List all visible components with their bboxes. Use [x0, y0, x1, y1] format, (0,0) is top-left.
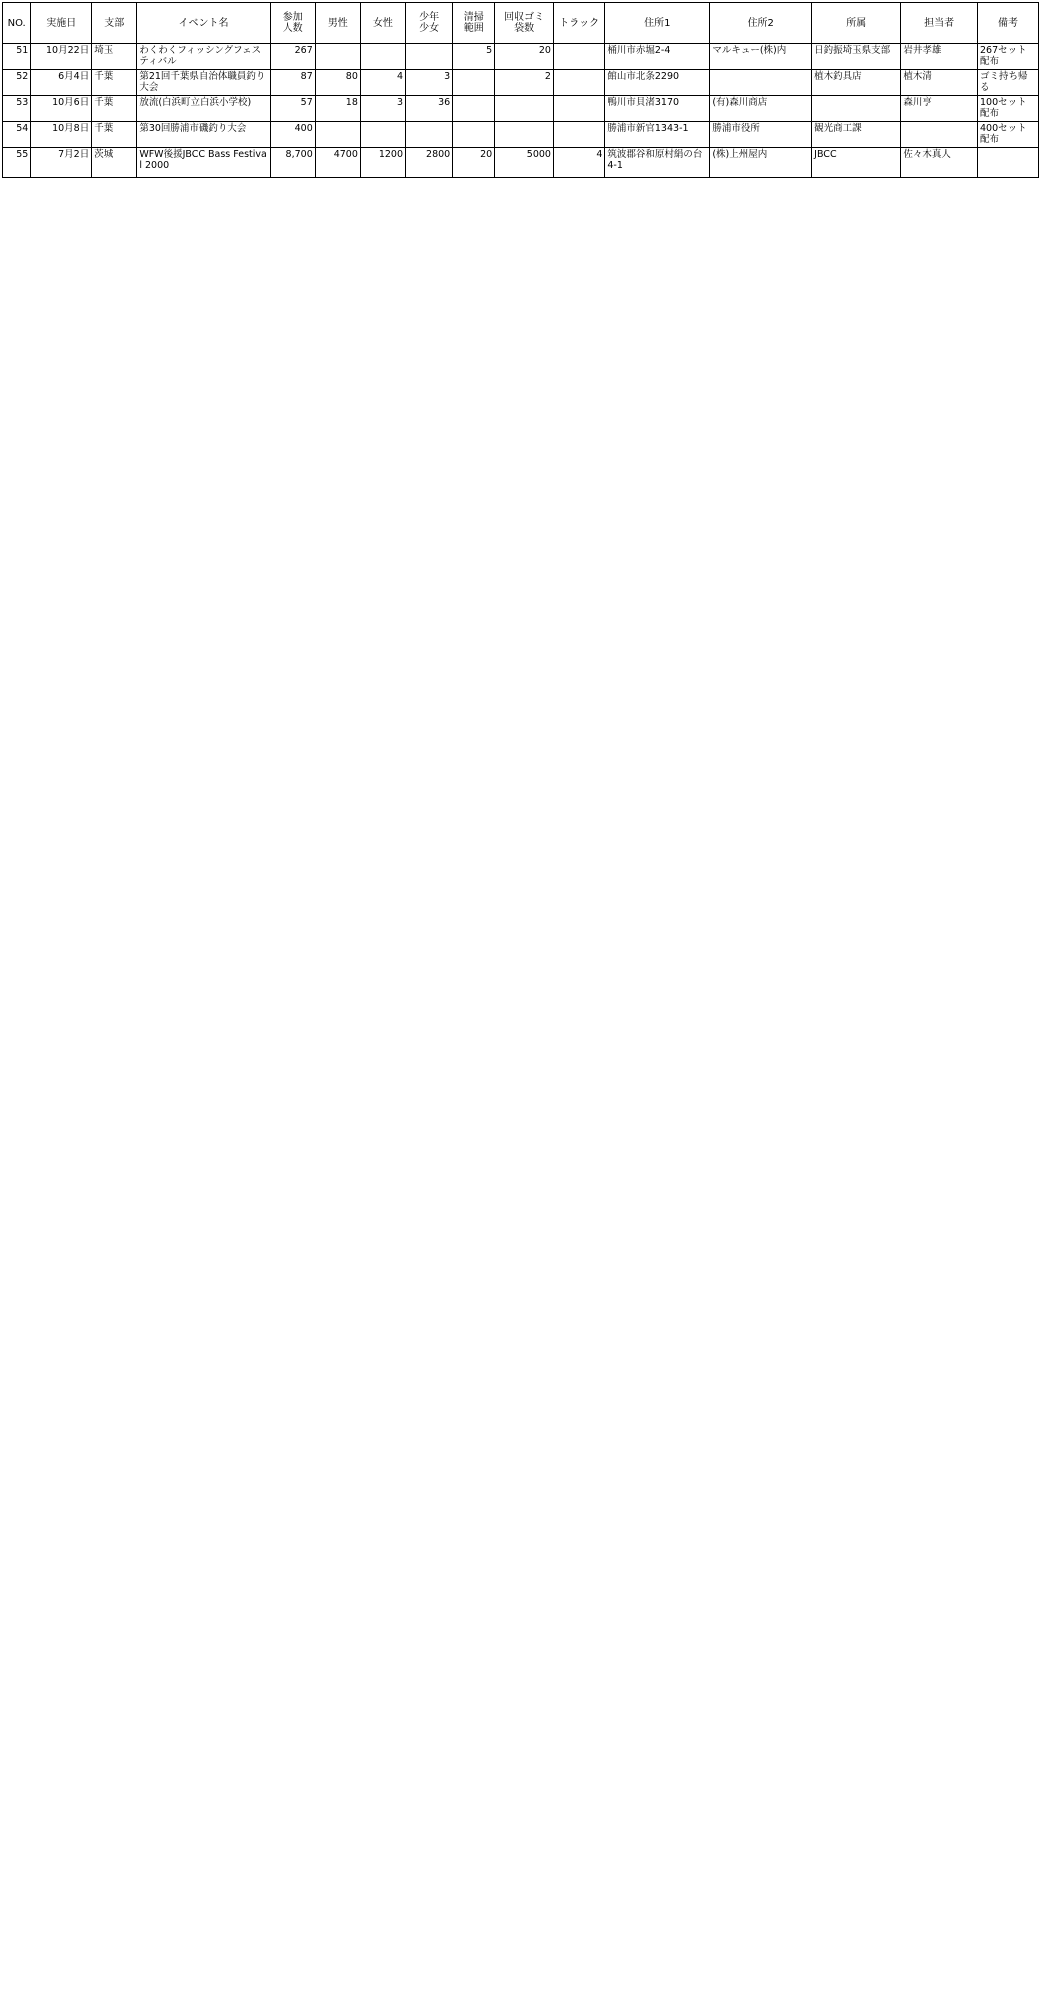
cell-female: 1200 [360, 148, 405, 178]
cell-participants: 8,700 [270, 148, 315, 178]
cell-cleanup-area [453, 70, 495, 96]
header-col-address2: 住所2 [710, 3, 812, 44]
header-col-person: 担当者 [901, 3, 978, 44]
cell-address2: (株)上州屋内 [710, 148, 812, 178]
cell-date: 10月8日 [31, 122, 92, 148]
cell-youth: 3 [406, 70, 453, 96]
cell-remarks: 267セット配布 [977, 44, 1038, 70]
cell-date: 6月4日 [31, 70, 92, 96]
cell-female: 4 [360, 70, 405, 96]
cell-remarks [977, 148, 1038, 178]
cell-address1: 桶川市赤堀2-4 [605, 44, 710, 70]
cell-person: 岩井孝雄 [901, 44, 978, 70]
cell-date: 7月2日 [31, 148, 92, 178]
header-col-truck: トラック [553, 3, 604, 44]
cell-male: 18 [315, 96, 360, 122]
header-col-branch: 支部 [92, 3, 137, 44]
cell-youth [406, 122, 453, 148]
header-col-date: 実施日 [31, 3, 92, 44]
cell-branch: 千葉 [92, 96, 137, 122]
cell-truck [553, 70, 604, 96]
cell-garbage-bags: 5000 [495, 148, 554, 178]
cell-participants: 87 [270, 70, 315, 96]
cell-participants: 400 [270, 122, 315, 148]
table-row [3, 44, 1039, 70]
cell-date: 10月6日 [31, 96, 92, 122]
cell-person [901, 122, 978, 148]
cell-female [360, 44, 405, 70]
cell-affiliation: 植木釣具店 [812, 70, 901, 96]
header-col-cleanup-area: 清掃 範囲 [453, 3, 495, 44]
cell-person: 佐々木真人 [901, 148, 978, 178]
table-body [3, 44, 1039, 178]
cell-event: 第21回千葉県自治体職員釣り大会 [137, 70, 270, 96]
cell-participants: 57 [270, 96, 315, 122]
cell-truck [553, 96, 604, 122]
cell-no: 51 [3, 44, 31, 70]
cell-remarks: ゴミ持ち帰る [977, 70, 1038, 96]
cell-no: 53 [3, 96, 31, 122]
cell-no: 54 [3, 122, 31, 148]
cell-participants: 267 [270, 44, 315, 70]
header-col-youth: 少年 少女 [406, 3, 453, 44]
cell-male [315, 44, 360, 70]
header-col-remarks: 備考 [977, 3, 1038, 44]
cell-female [360, 122, 405, 148]
cell-remarks: 400セット配布 [977, 122, 1038, 148]
cell-address1: 勝浦市新官1343-1 [605, 122, 710, 148]
cell-garbage-bags [495, 122, 554, 148]
cell-branch: 埼玉 [92, 44, 137, 70]
cell-youth: 2800 [406, 148, 453, 178]
table-row [3, 70, 1039, 96]
header-col-event: イベント名 [137, 3, 270, 44]
header-col-address1: 住所1 [605, 3, 710, 44]
cell-address2 [710, 70, 812, 96]
header-col-participants: 参加 人数 [270, 3, 315, 44]
cell-garbage-bags [495, 96, 554, 122]
cell-affiliation [812, 96, 901, 122]
header-col-male: 男性 [315, 3, 360, 44]
cell-affiliation: JBCC [812, 148, 901, 178]
cell-person: 植木清 [901, 70, 978, 96]
cell-garbage-bags: 2 [495, 70, 554, 96]
cell-branch: 千葉 [92, 122, 137, 148]
header-col-affiliation: 所属 [812, 3, 901, 44]
cell-truck [553, 122, 604, 148]
cell-affiliation: 日釣振埼玉県支部 [812, 44, 901, 70]
cell-address1: 館山市北条2290 [605, 70, 710, 96]
cell-truck [553, 44, 604, 70]
cell-cleanup-area: 20 [453, 148, 495, 178]
table-row [3, 96, 1039, 122]
cell-male: 4700 [315, 148, 360, 178]
header-col-garbage-bags: 回収ゴミ 袋数 [495, 3, 554, 44]
cell-no: 52 [3, 70, 31, 96]
cell-youth [406, 44, 453, 70]
cell-event: 放流(白浜町立白浜小学校) [137, 96, 270, 122]
cell-affiliation: 観光商工課 [812, 122, 901, 148]
event-table-container [2, 2, 1039, 178]
cell-garbage-bags: 20 [495, 44, 554, 70]
header-col-no: NO. [3, 3, 31, 44]
table-row [3, 122, 1039, 148]
table-row [3, 148, 1039, 178]
cell-male [315, 122, 360, 148]
cell-address2: マルキュー(株)内 [710, 44, 812, 70]
event-table [2, 2, 1039, 178]
cell-cleanup-area: 5 [453, 44, 495, 70]
cell-address2: 勝浦市役所 [710, 122, 812, 148]
header-col-female: 女性 [360, 3, 405, 44]
cell-event: 第30回勝浦市磯釣り大会 [137, 122, 270, 148]
cell-male: 80 [315, 70, 360, 96]
cell-remarks: 100セット配布 [977, 96, 1038, 122]
cell-female: 3 [360, 96, 405, 122]
cell-no: 55 [3, 148, 31, 178]
cell-branch: 茨城 [92, 148, 137, 178]
cell-cleanup-area [453, 96, 495, 122]
cell-date: 10月22日 [31, 44, 92, 70]
header-row [3, 3, 1039, 44]
cell-address1: 鴨川市貝渚3170 [605, 96, 710, 122]
cell-address2: (有)森川商店 [710, 96, 812, 122]
cell-youth: 36 [406, 96, 453, 122]
cell-event: わくわくフィッシングフェスティバル [137, 44, 270, 70]
cell-event: WFW後援JBCC Bass Festival 2000 [137, 148, 270, 178]
cell-person: 森川亨 [901, 96, 978, 122]
cell-cleanup-area [453, 122, 495, 148]
cell-truck: 4 [553, 148, 604, 178]
cell-branch: 千葉 [92, 70, 137, 96]
cell-address1: 筑波郡谷和原村絹の台4-1 [605, 148, 710, 178]
